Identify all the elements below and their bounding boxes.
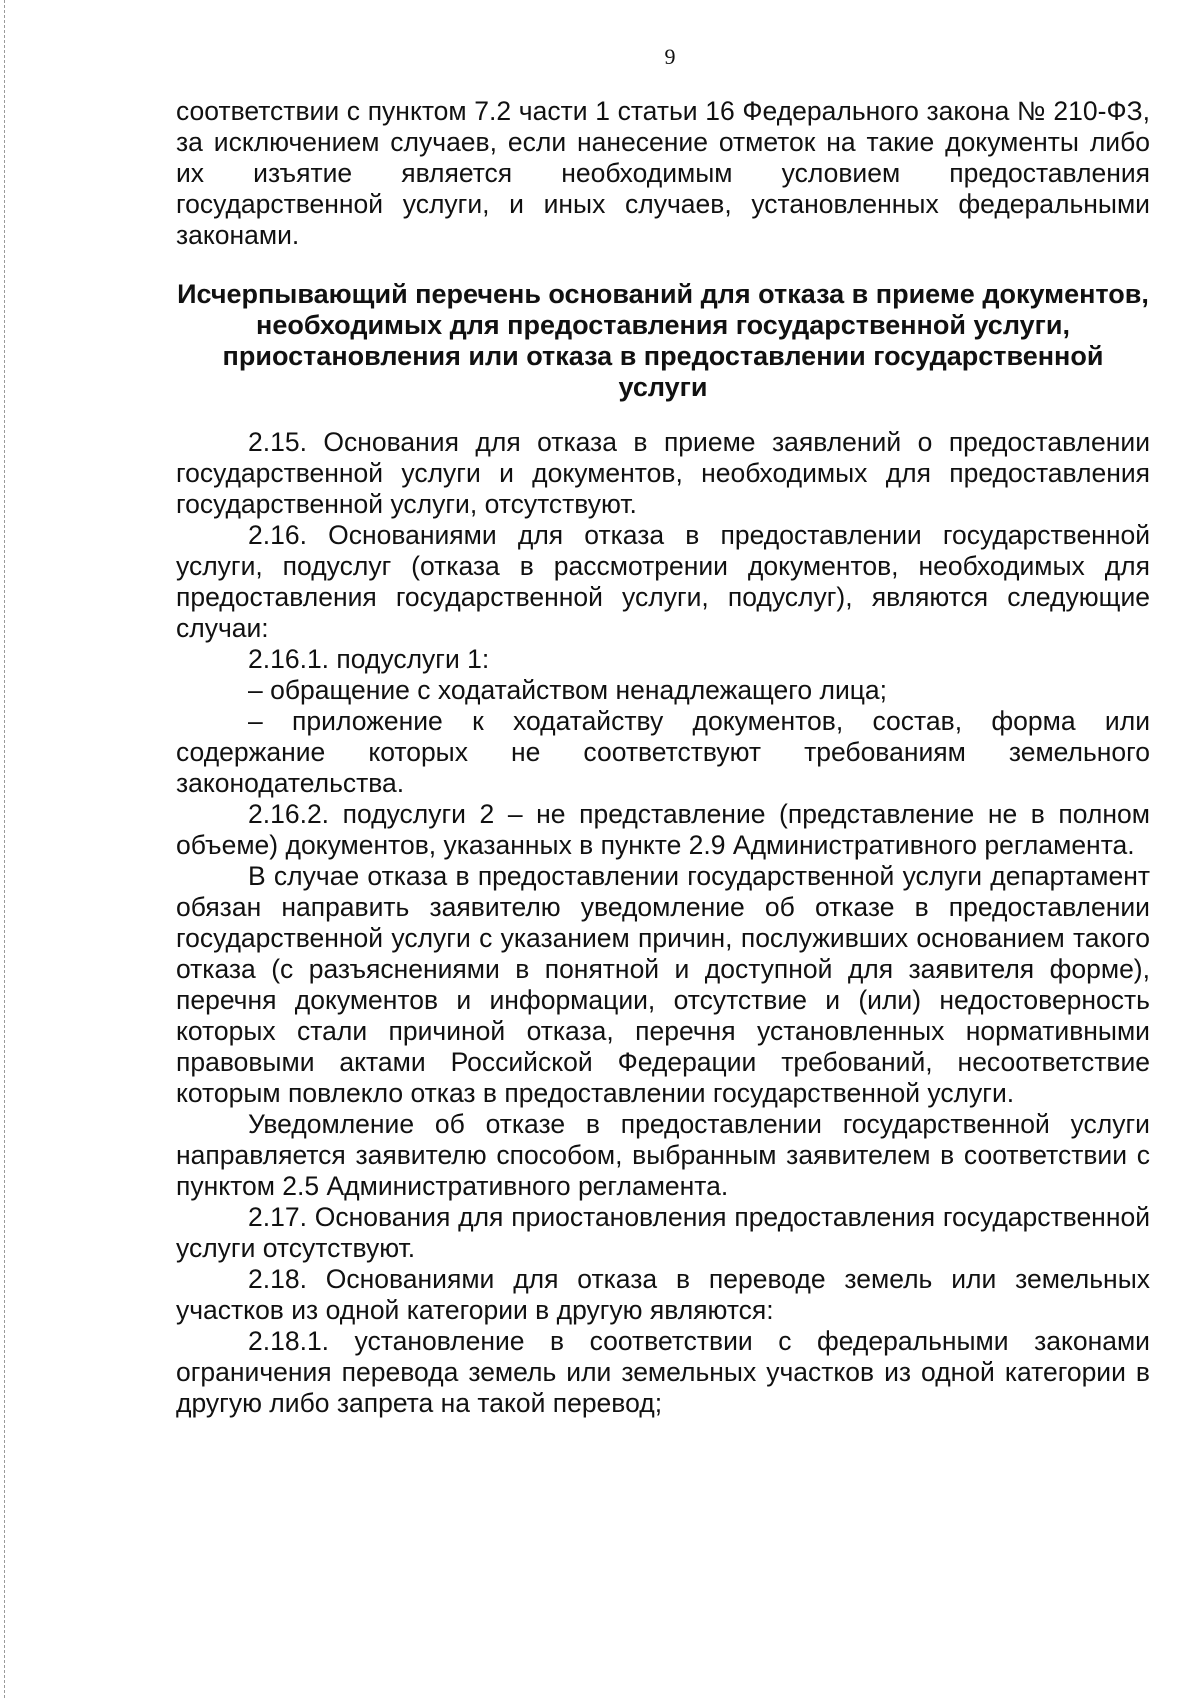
scan-edge-line: [4, 0, 5, 1698]
paragraph-2-17: 2.17. Основания для приостановления предоставления государственной услуги отсутствуют.: [176, 1202, 1150, 1263]
paragraph-refusal-notice: В случае отказа в предоставлении государственной услуги департамент обязан направить заявителю уведомление об отказе в предоставлении государственной услуги с указанием причин, послуживших основанием такого отказа (с разъяснениями в понятной и доступной для заявителя форме), перечня документов и информации, отсутствие и (или) недостоверность которых стали причиной отказа, перечня установленных нормативными правовыми актами Российской Федерации требований, несоответствие которым повлекло отказ в предоставлении государственной услуги.: [176, 861, 1150, 1108]
list-item-improper-person: – обращение с ходатайством ненадлежащего лица;: [248, 675, 888, 705]
paragraph-2-18: 2.18. Основаниями для отказа в переводе земель или земельных участков из одной категории в другую являются:: [176, 1264, 1150, 1325]
document-body: [176, 96, 1150, 1419]
paragraph-2-16-2: 2.16.2. подуслуги 2 – не представление (представление не в полном объеме) документов, указанных в пункте 2.9 Административного регламента.: [176, 799, 1150, 860]
section-heading: Исчерпывающий перечень оснований для отказа в приеме документов, необходимых для предоставления государственной услуги, приостановления или отказа в предоставлении государственной услуги: [177, 279, 1149, 402]
page-number: 9: [664, 44, 676, 69]
paragraph-notice-delivery: Уведомление об отказе в предоставлении государственной услуги направляется заявителю способом, выбранным заявителем в соответствии с пунктом 2.5 Административного регламента.: [176, 1109, 1150, 1201]
paragraph-2-16: 2.16. Основаниями для отказа в предоставлении государственной услуги, подуслуг (отказа в рассмотрении документов, необходимых для предоставления государственной услуги, подуслуг), являются следующие случаи:: [176, 520, 1150, 643]
paragraph-2-18-1: 2.18.1. установление в соответствии с федеральными законами ограничения перевода земель или земельных участков из одной категории в другую либо запрета на такой перевод;: [176, 1326, 1150, 1418]
paragraph-2-16-1: 2.16.1. подуслуги 1:: [248, 644, 490, 674]
paragraph-2-15: 2.15. Основания для отказа в приеме заявлений о предоставлении государственной услуги и документов, необходимых для предоставления государственной услуги, отсутствуют.: [176, 427, 1150, 519]
intro-paragraph: соответствии с пунктом 7.2 части 1 статьи 16 Федерального закона № 210-ФЗ, за исключением случаев, если нанесение отметок на такие документы либо их изъятие является необходимым условием предоставления государственной услуги, и иных случаев, установленных федеральными законами.: [176, 96, 1150, 250]
list-item-documents-mismatch: – приложение к ходатайству документов, состав, форма или содержание которых не соответствуют требованиям земельного законодательства.: [176, 706, 1150, 798]
